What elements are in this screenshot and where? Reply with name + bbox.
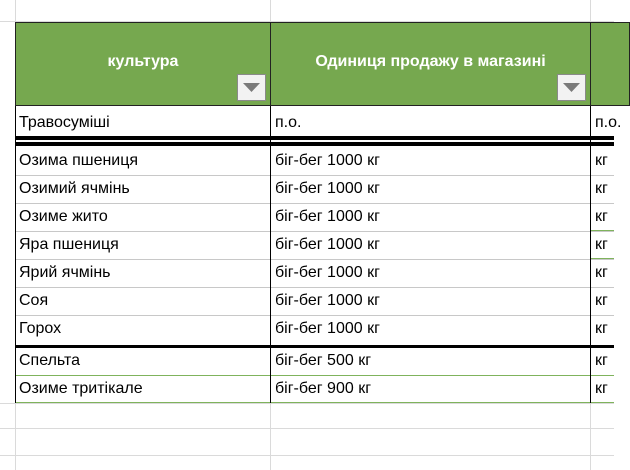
cell-culture[interactable]: Травосуміші [19,114,110,131]
header-unit-label: Одиниця продажу в магазині [315,53,546,70]
cell-unit[interactable]: п.о. [275,114,302,131]
green-row-border [15,375,614,376]
cell-extra[interactable]: кг [595,208,608,225]
cell-unit[interactable]: біг-бег 1000 кг [275,180,380,197]
row-border [15,203,614,204]
green-row-border [15,402,614,403]
cell-extra[interactable]: кг [595,180,608,197]
filter-button-unit[interactable] [557,74,586,101]
cell-unit[interactable]: біг-бег 1000 кг [275,152,380,169]
cell-unit[interactable]: біг-бег 1000 кг [275,208,380,225]
filter-dropdown-icon [243,83,260,93]
cell-unit[interactable]: біг-бег 900 кг [275,380,372,397]
cell-culture[interactable]: Озиме тритікале [19,380,143,397]
cell-extra[interactable]: кг [595,352,608,369]
cell-extra[interactable]: кг [595,236,608,253]
gridline-h [0,428,614,429]
cell-culture[interactable]: Яра пшениця [19,236,119,253]
filter-button-culture[interactable] [237,74,266,101]
row-border [15,175,614,176]
cell-unit[interactable]: біг-бег 1000 кг [275,236,380,253]
cell-extra[interactable]: кг [595,320,608,337]
row-border [15,315,614,316]
cell-culture[interactable]: Спельта [19,352,81,369]
green-row-border [590,258,614,259]
cell-culture[interactable]: Озимий ячмінь [19,180,130,197]
header-extra[interactable] [590,22,630,106]
green-row-border [590,230,614,231]
cell-extra[interactable]: кг [595,152,608,169]
cell-unit[interactable]: біг-бег 1000 кг [275,320,380,337]
column-border [270,106,271,403]
filter-dropdown-icon [563,83,580,93]
column-border [15,106,16,403]
cell-culture[interactable]: Горох [19,320,62,337]
cell-extra[interactable]: кг [595,264,608,281]
thick-border [15,345,614,348]
cell-culture[interactable]: Озиме жито [19,208,108,225]
thick-border [15,142,614,146]
header-culture-label: культура [107,53,179,70]
cell-culture[interactable]: Соя [19,292,49,309]
cell-unit[interactable]: біг-бег 500 кг [275,352,372,369]
cell-unit[interactable]: біг-бег 1000 кг [275,264,380,281]
header-culture[interactable] [15,22,271,106]
cell-unit[interactable]: біг-бег 1000 кг [275,292,380,309]
row-border [15,259,614,260]
cell-culture[interactable]: Озима пшениця [19,152,139,169]
cell-culture[interactable]: Ярий ячмінь [19,264,111,281]
cell-extra[interactable]: п.о. [595,114,622,131]
thick-border [15,136,614,140]
row-border [15,287,614,288]
column-border [590,106,591,403]
cell-extra[interactable]: кг [595,380,608,397]
row-border [15,231,614,232]
gridline-h [0,403,614,404]
cell-extra[interactable]: кг [595,292,608,309]
gridline-h [0,455,614,456]
header-unit[interactable] [270,22,591,106]
